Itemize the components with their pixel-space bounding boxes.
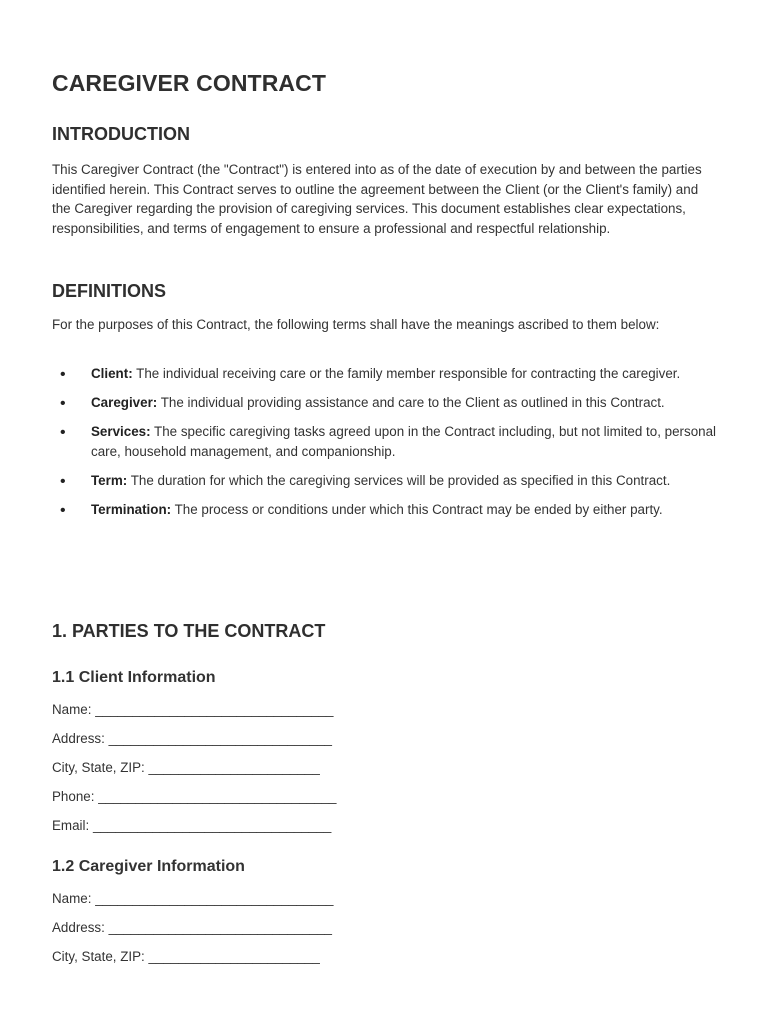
- client-name-field[interactable]: [52, 700, 334, 720]
- definitions-list: [52, 364, 718, 529]
- definition-text: The duration for which the caregiving services will be provided as specified in this Contract.: [127, 472, 671, 488]
- introduction-heading: INTRODUCTION: [52, 124, 190, 144]
- definition-item-services: [52, 422, 718, 461]
- bullet-icon: •: [60, 366, 66, 383]
- definition-term: Term:: [91, 472, 128, 488]
- field-blank-line[interactable]: ______________________________: [108, 731, 332, 746]
- definition-term: Client:: [91, 366, 133, 381]
- field-blank-line[interactable]: ________________________________: [92, 818, 332, 833]
- field-blank-line[interactable]: ________________________________: [95, 891, 334, 906]
- field-label: City, State, ZIP:: [52, 760, 145, 775]
- field-blank-line[interactable]: ________________________________: [98, 789, 337, 804]
- field-blank-line[interactable]: ______________________________: [108, 920, 332, 935]
- definition-term: Services:: [91, 424, 151, 439]
- definition-item-client: [52, 364, 718, 384]
- caregiver-info-heading: 1.2 Caregiver Information: [52, 858, 245, 875]
- field-blank-line[interactable]: ________________________________: [95, 702, 334, 717]
- caregiver-address-field[interactable]: [52, 918, 332, 938]
- field-blank-line[interactable]: _______________________: [148, 949, 320, 964]
- parties-heading: 1. PARTIES TO THE CONTRACT: [52, 621, 326, 641]
- document-title: CAREGIVER CONTRACT: [52, 70, 326, 96]
- definition-text: The individual providing assistance and care to the Client as outlined in this Contract.: [157, 395, 665, 410]
- field-label: Name:: [52, 702, 92, 717]
- client-email-field[interactable]: [52, 816, 331, 836]
- definition-item-termination: [52, 500, 718, 520]
- field-label: Email:: [52, 818, 90, 833]
- client-info-heading: 1.1 Client Information: [52, 669, 216, 686]
- definition-term: Termination:: [91, 501, 172, 517]
- field-blank-line[interactable]: _______________________: [148, 760, 320, 775]
- bullet-icon: •: [60, 424, 66, 441]
- field-label: City, State, ZIP:: [52, 949, 145, 964]
- definition-term: Caregiver:: [91, 395, 158, 410]
- definition-text: The process or conditions under which this Contract may be ended by either party.: [171, 501, 663, 517]
- field-label: Phone:: [52, 789, 95, 804]
- field-label: Address:: [52, 731, 105, 746]
- bullet-icon: •: [60, 472, 66, 490]
- field-label: Name:: [52, 891, 92, 906]
- client-phone-field[interactable]: [52, 787, 337, 807]
- client-address-field[interactable]: [52, 729, 332, 749]
- caregiver-name-field[interactable]: [52, 889, 334, 909]
- definitions-intro: For the purposes of this Contract, the following terms shall have the meanings ascribed to them below:: [52, 317, 660, 332]
- bullet-icon: •: [60, 501, 66, 519]
- definition-item-caregiver: [52, 393, 718, 413]
- field-label: Address:: [52, 920, 105, 935]
- definition-item-term: [52, 471, 718, 491]
- client-city-state-zip-field[interactable]: [52, 758, 320, 778]
- caregiver-city-state-zip-field[interactable]: [52, 947, 320, 967]
- definition-text: The individual receiving care or the family member responsible for contracting the caregiver.: [132, 366, 681, 381]
- definition-text: The specific caregiving tasks agreed upon in the Contract including, but not limited to, personal care, household management, and companionship.: [91, 424, 717, 459]
- definitions-heading: DEFINITIONS: [52, 281, 167, 301]
- bullet-icon: •: [60, 395, 66, 412]
- introduction-paragraph: This Caregiver Contract (the "Contract") is entered into as of the date of execution by and between the parties identified herein. This Contract serves to outline the agreement between the Client (or the Client's family) and the Caregiver regarding the provision of caregiving services. This document establishes clear expectations, responsibilities, and terms of engagement to ensure a professional and respectful relationship.: [52, 162, 702, 236]
